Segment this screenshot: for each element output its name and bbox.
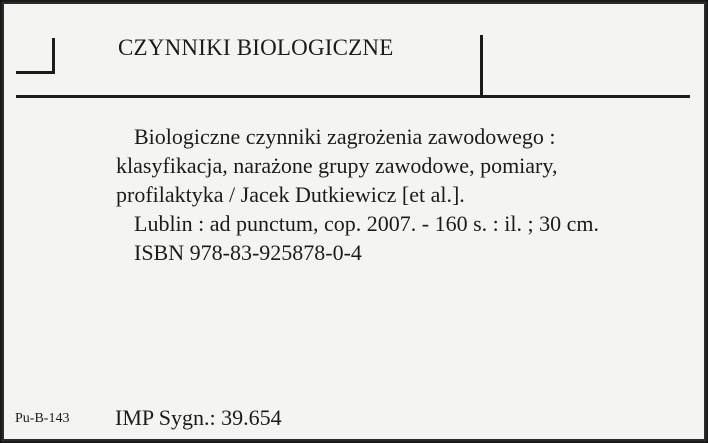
heading-divider-vertical [480,35,483,97]
call-number: IMP Sygn.: 39.654 [115,405,282,430]
corner-mark-vertical [52,38,55,74]
publication-statement: Lublin : ad punctum, cop. 2007. - 160 s. : il. ; 30 cm. [134,211,600,236]
title-statement: Biologiczne czynniki zagrożenia zawodowego : klasyfikacja, narażone grupy zawodowe, pomiary, profilaktyka / Jacek Dutkiewicz [et al.]. [116,124,558,207]
bibliographic-description [116,122,636,267]
shelf-code: Pu-B-143 [15,411,70,426]
corner-mark-horizontal [16,71,55,74]
heading-divider-horizontal [16,95,690,98]
subject-heading: CZYNNIKI BIOLOGICZNE [118,35,394,60]
isbn: ISBN 978-83-925878-0-4 [134,240,362,265]
